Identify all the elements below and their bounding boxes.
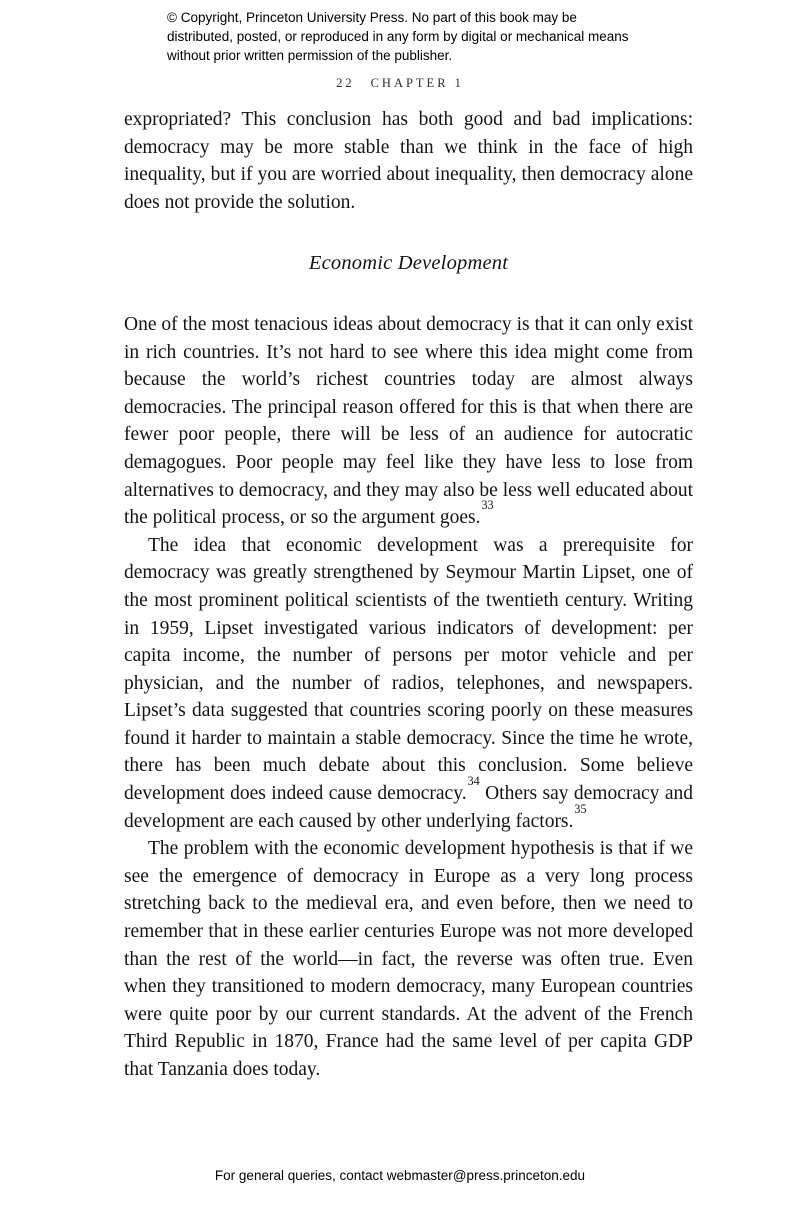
paragraph [124,311,693,532]
paragraph-text: expropriated? This conclusion has both good and bad implications: democracy may be more stable than we think in the face of high inequality, but if you are worried about inequality, then democracy alone does not provide the solution. [124,109,693,213]
opening-paragraph [124,106,693,216]
page-header [0,76,800,91]
page-content [124,106,693,1084]
paragraph-text: Others say democracy and development are each caused by other underlying factors. [124,783,694,832]
body-paragraphs [124,311,693,1084]
paragraph [124,532,693,836]
footnote-reference: 33 [481,497,494,512]
paragraph-text: The problem with the economic development hypothesis is that if we see the emergence of democracy in Europe as a very long process stretching back to the medieval era, and even before, then we need to remember that in these earlier centuries Europe was not more developed than the rest of the world—in fact, the reverse was often true. Even when they transitioned to modern democracy, many European countries were quite poor by our current standards. At the advent of the French Third Republic in 1870, France had the same level of per capita GDP that Tanzania does today. [124,838,693,1080]
footnote-reference: 34 [467,773,480,788]
paragraph [124,835,693,1083]
chapter-label: CHAPTER 1 [370,76,464,90]
page-number: 22 [336,76,355,90]
footer-query-line: For general queries, contact webmaster@press.princeton.edu [214,1168,586,1183]
paragraph-text: One of the most tenacious ideas about democracy is that it can only exist in rich countries. It’s not hard to see where this idea might come from because the world’s richest countries today are almost always democracies. The principal reason offered for this is that when there are fewer poor people, there will be less of an audience for autocratic demagogues. Poor people may feel like they have less to lose from alternatives to democracy, and they may also be less well educated about the political process, or so the argument goes. [124,313,693,529]
footnote-reference: 35 [574,801,587,816]
copyright-notice: © Copyright, Princeton University Press. No part of this book may be distributed, posted, or reproduced in any form by digital or mechanical means without prior written permission of the publisher. [167,10,629,63]
paragraph-text: The idea that economic development was a prerequisite for democracy was greatly strengthened by Seymour Martin Lipset, one of the most prominent political scientists of the twentieth century. Writing in 1959, Lipset investigated various indicators of development: per capita income, the number of persons per motor vehicle and per physician, and the number of radios, telephones, and newspapers. Lipset’s data suggested that countries scoring poorly on these measures found it harder to maintain a stable democracy. Since the time he wrote, there has been much debate about this conclusion. Some believe development does indeed cause democracy. [124,534,693,805]
section-heading: Economic Development [308,252,509,275]
